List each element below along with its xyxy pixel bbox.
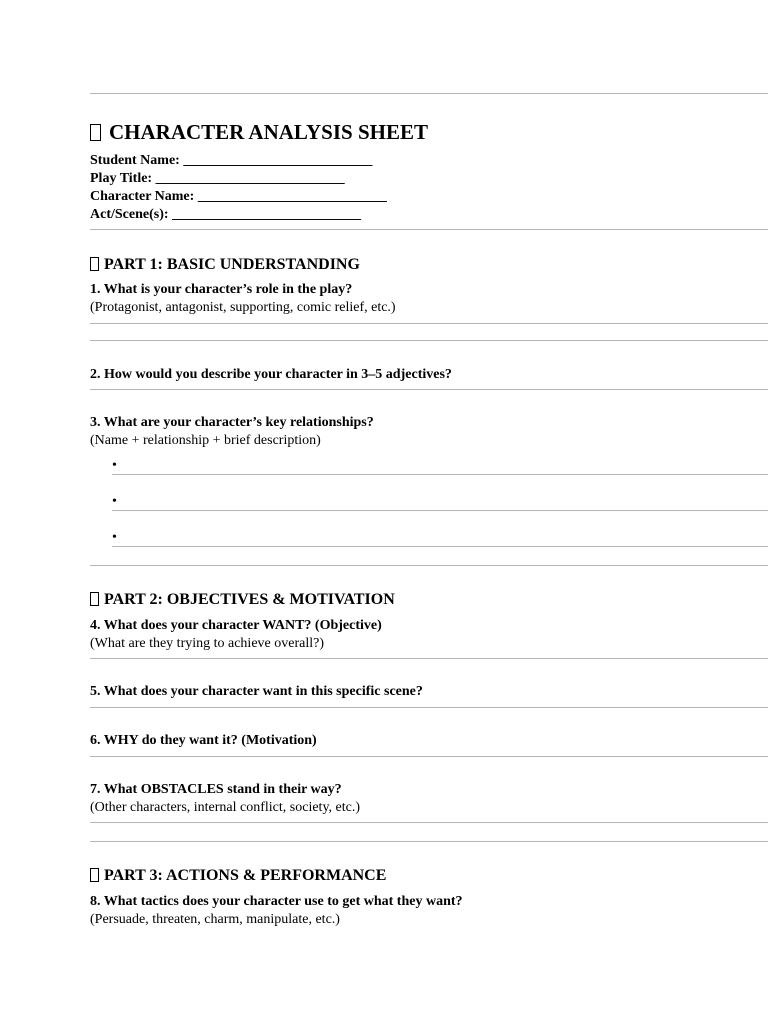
answer-line-5[interactable]: [90, 707, 768, 708]
part1-heading: [90, 255, 360, 275]
bullet-answer-line[interactable]: [112, 546, 768, 547]
relationship-bullet-3[interactable]: [112, 530, 768, 547]
act-scene-field[interactable]: [90, 206, 361, 224]
student-name-blank[interactable]: ___________________________: [183, 153, 373, 168]
play-title-blank[interactable]: ___________________________: [155, 171, 345, 186]
box-glyph-icon: [90, 257, 99, 271]
relationship-bullet-1[interactable]: [112, 458, 768, 475]
character-name-blank[interactable]: ___________________________: [197, 189, 387, 204]
question-3-hint: (Name + relationship + brief description): [90, 433, 321, 448]
student-name-label: Student Name:: [90, 153, 180, 168]
question-8: 8. What tactics does your character use to get what they want?: [90, 894, 463, 909]
part2-heading: [90, 590, 395, 610]
bullet-marker: •: [112, 494, 117, 509]
part1-divider: [90, 565, 768, 566]
header-divider: [90, 229, 768, 230]
question-4: 4. What does your character WANT? (Objective): [90, 618, 382, 633]
part2-divider: [90, 841, 768, 842]
bullet-answer-line[interactable]: [112, 510, 768, 511]
question-5: 5. What does your character want in this specific scene?: [90, 684, 423, 699]
question-2: 2. How would you describe your character in 3–5 adjectives?: [90, 367, 452, 382]
question-1-hint: (Protagonist, antagonist, supporting, comic relief, etc.): [90, 300, 396, 315]
bullet-marker: •: [112, 530, 117, 545]
play-title-label: Play Title:: [90, 171, 153, 186]
bullet-marker: •: [112, 458, 117, 473]
act-scene-label: Act/Scene(s):: [90, 207, 169, 222]
question-6: 6. WHY do they want it? (Motivation): [90, 733, 317, 748]
bullet-answer-line[interactable]: [112, 474, 768, 475]
question-7-hint: (Other characters, internal conflict, society, etc.): [90, 800, 361, 815]
box-glyph-icon: [90, 124, 101, 141]
character-name-label: Character Name:: [90, 189, 195, 204]
top-divider: [90, 93, 768, 94]
part3-heading-text: PART 3: ACTIONS & PERFORMANCE: [104, 867, 387, 884]
play-title-field[interactable]: [90, 170, 345, 188]
question-3: 3. What are your character’s key relationships?: [90, 415, 374, 430]
part2-heading-text: PART 2: OBJECTIVES & MOTIVATION: [104, 591, 395, 608]
question-7: 7. What OBSTACLES stand in their way?: [90, 782, 342, 797]
box-glyph-icon: [90, 868, 99, 882]
answer-line-7[interactable]: [90, 822, 768, 823]
character-name-field[interactable]: [90, 188, 387, 206]
answer-line-2[interactable]: [90, 389, 768, 390]
student-name-field[interactable]: [90, 152, 372, 170]
answer-line-6[interactable]: [90, 756, 768, 757]
page-title: [90, 119, 428, 145]
part3-heading: [90, 866, 386, 886]
relationship-bullet-2[interactable]: [112, 494, 768, 511]
answer-line-1[interactable]: [90, 323, 768, 324]
question-4-hint: (What are they trying to achieve overall?): [90, 636, 324, 651]
question-8-hint: (Persuade, threaten, charm, manipulate, etc.): [90, 912, 340, 927]
section-divider: [90, 340, 768, 341]
box-glyph-icon: [90, 592, 99, 606]
answer-line-4[interactable]: [90, 658, 768, 659]
page-title-text: CHARACTER ANALYSIS SHEET: [109, 120, 428, 144]
part1-heading-text: PART 1: BASIC UNDERSTANDING: [104, 256, 360, 273]
act-scene-blank[interactable]: ___________________________: [172, 207, 362, 222]
question-1: 1. What is your character’s role in the play?: [90, 282, 353, 297]
